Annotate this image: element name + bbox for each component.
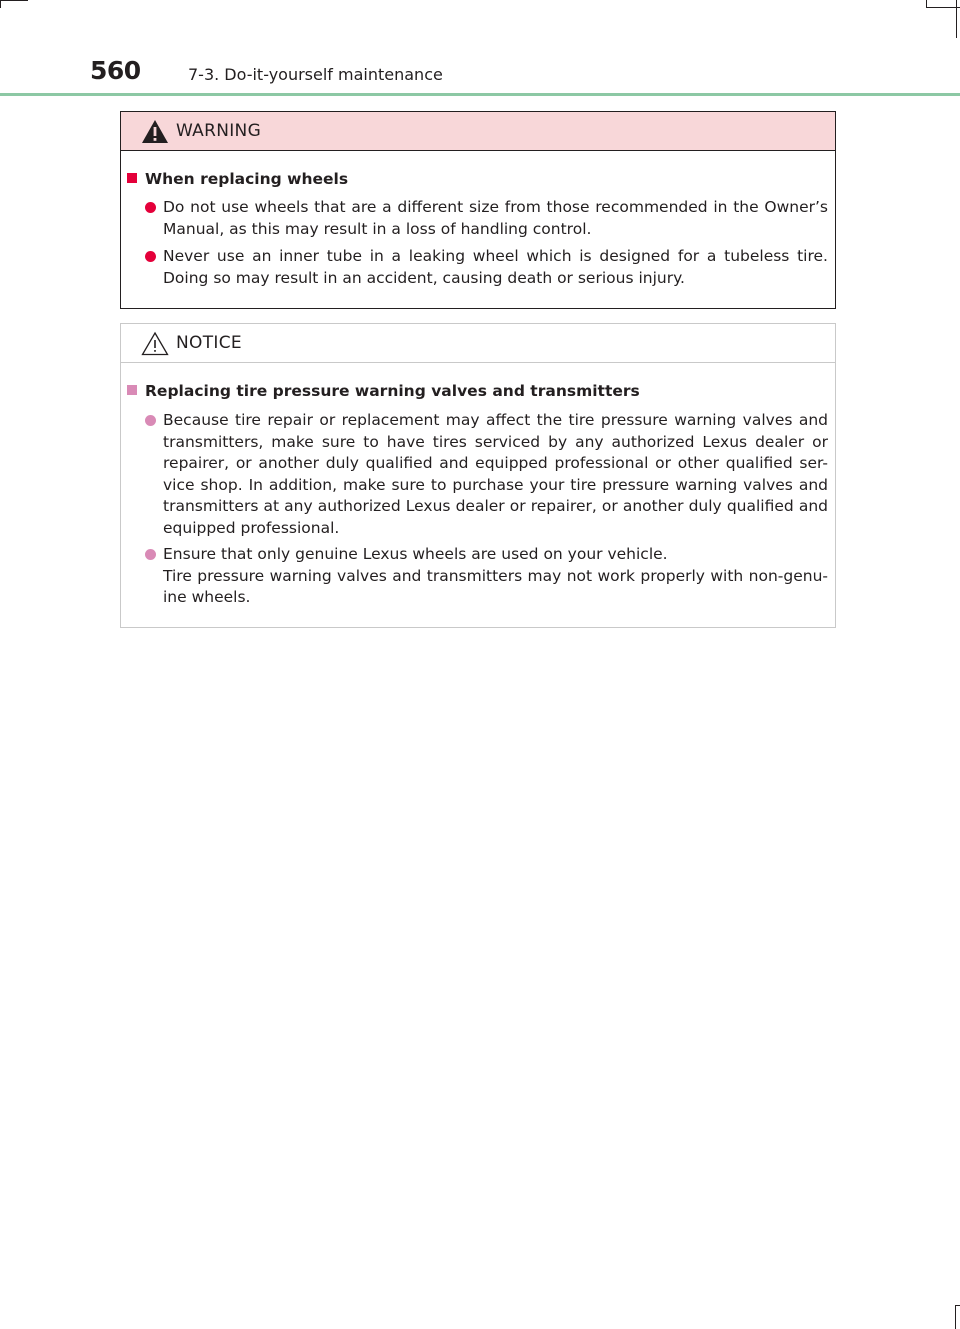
crop-mark xyxy=(955,1305,960,1306)
warning-box xyxy=(120,111,836,309)
warning-bullet xyxy=(145,197,828,240)
header-rule xyxy=(0,93,960,96)
crop-mark xyxy=(955,1305,956,1329)
circle-bullet-icon xyxy=(145,251,156,262)
warning-subheading xyxy=(127,170,348,188)
caution-triangle-icon xyxy=(141,331,169,356)
warning-bullet-text: Do not use wheels that are a different size from those recommended in the Owner’s Manual, as this may result in a loss of handling control. xyxy=(163,198,828,238)
notice-box xyxy=(120,323,836,628)
warning-bullet xyxy=(145,246,828,289)
circle-bullet-icon xyxy=(145,202,156,213)
warning-subheading-text: When replacing wheels xyxy=(145,170,349,188)
circle-bullet-icon xyxy=(145,549,156,560)
warning-header xyxy=(121,112,835,151)
square-bullet-icon xyxy=(127,173,137,183)
notice-bullet-continuation: Tire pressure warning valves and transmitters may not work properly with non-genu-ine wheels. xyxy=(163,566,828,606)
warning-label: WARNING xyxy=(176,121,262,141)
notice-subheading-text: Replacing tire pressure warning valves and transmitters xyxy=(145,382,640,400)
notice-bullet-text: Because tire repair or replacement may affect the tire pressure warning valves and transmitters, make sure to have tires serviced by any authorized Lexus dealer or repairer, or another duly qualified and equipped professional or other qualified ser-vice shop. In addition, make sure to purchase your tire pressure warning valves and transmitters at any authorized Lexus dealer or repairer, or another duly qualified and equipped professional. xyxy=(163,411,828,537)
square-bullet-icon xyxy=(127,385,137,395)
notice-subheading xyxy=(127,382,640,400)
page-number: 560 xyxy=(90,56,141,85)
notice-bullet xyxy=(145,544,828,609)
warning-bullet-text: Never use an inner tube in a leaking wheel which is designed for a tubeless tire. Doing so may result in an accident, causing death or serious injury. xyxy=(163,247,828,287)
notice-bullet-text: Ensure that only genuine Lexus wheels are used on your vehicle. xyxy=(163,545,668,563)
section-title: 7-3. Do-it-yourself maintenance xyxy=(188,65,443,84)
notice-bullet xyxy=(145,410,828,539)
page-header xyxy=(0,0,960,100)
warning-triangle-icon xyxy=(141,119,169,144)
notice-header xyxy=(121,324,835,363)
notice-label: NOTICE xyxy=(176,333,242,353)
circle-bullet-icon xyxy=(145,415,156,426)
